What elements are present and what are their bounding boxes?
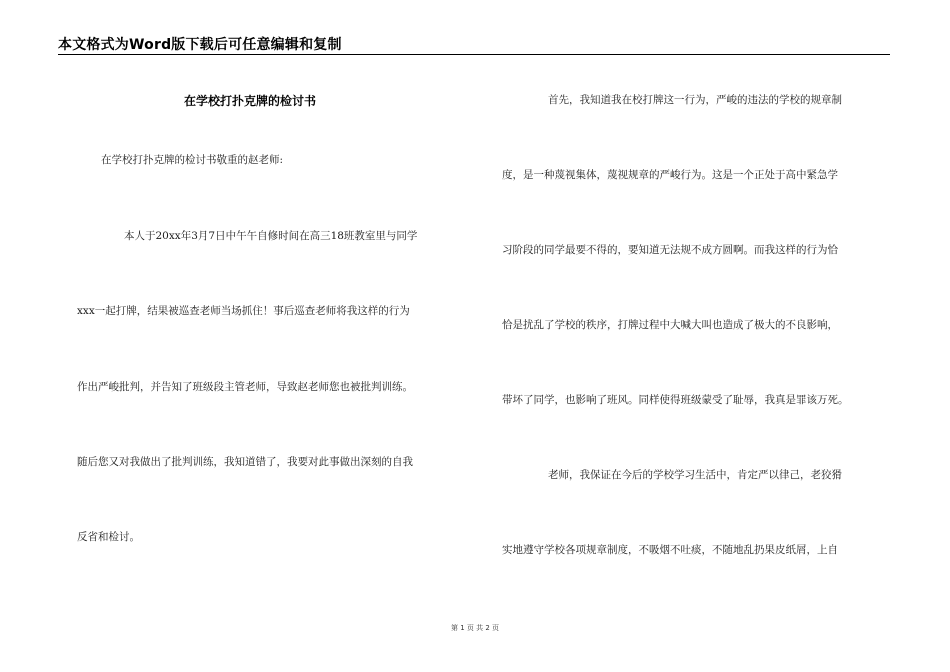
right-paragraph-line: 习阶段的同学最要不得的，要知道无法规不成方圆啊。而我这样的行为恰 <box>502 244 838 256</box>
right-paragraph-line: 实地遵守学校各项规章制度，不吸烟不吐痰，不随地乱扔果皮纸屑，上自 <box>502 544 838 556</box>
page-number-footer: 第 1 页 共 2 页 <box>450 624 500 632</box>
page-header-banner: 本文格式为Word版下载后可任意编辑和复制 <box>58 37 342 53</box>
right-paragraph-line: 带坏了同学，也影响了班风。同样使得班级蒙受了耻辱，我真是罪该万死。 <box>502 394 849 406</box>
left-paragraph-line: 本人于20xx年3月7日中午午自修时间在高三18班教室里与同学 <box>124 230 418 242</box>
right-paragraph-line: 老师，我保证在今后的学校学习生活中，肯定严以律己，老狡猾 <box>548 469 842 481</box>
right-paragraph-line: 度，是一种蔑视集体，蔑视规章的严峻行为。这是一个正处于高中紧急学 <box>502 169 838 181</box>
left-paragraph-line: 反省和检讨。 <box>77 531 140 543</box>
document-title: 在学校打扑克牌的检讨书 <box>184 94 317 108</box>
header-divider <box>58 54 890 55</box>
right-paragraph-line: 恰是扰乱了学校的秩序，打牌过程中大喊大叫也造成了极大的不良影响， <box>502 319 838 331</box>
left-paragraph-line: 在学校打扑克牌的检讨书敬重的赵老师: <box>101 154 284 166</box>
left-paragraph-line: 随后您又对我做出了批判训练，我知道错了，我要对此事做出深刻的自我 <box>77 456 413 468</box>
left-paragraph-line: 作出严峻批判，并告知了班级段主管老师，导致赵老师您也被批判训练。 <box>77 381 413 393</box>
right-paragraph-line: 首先，我知道我在校打牌这一行为，严峻的违法的学校的规章制 <box>548 94 842 106</box>
left-paragraph-line: xxx一起打牌，结果被巡查老师当场抓住！事后巡查老师将我这样的行为 <box>77 305 410 317</box>
